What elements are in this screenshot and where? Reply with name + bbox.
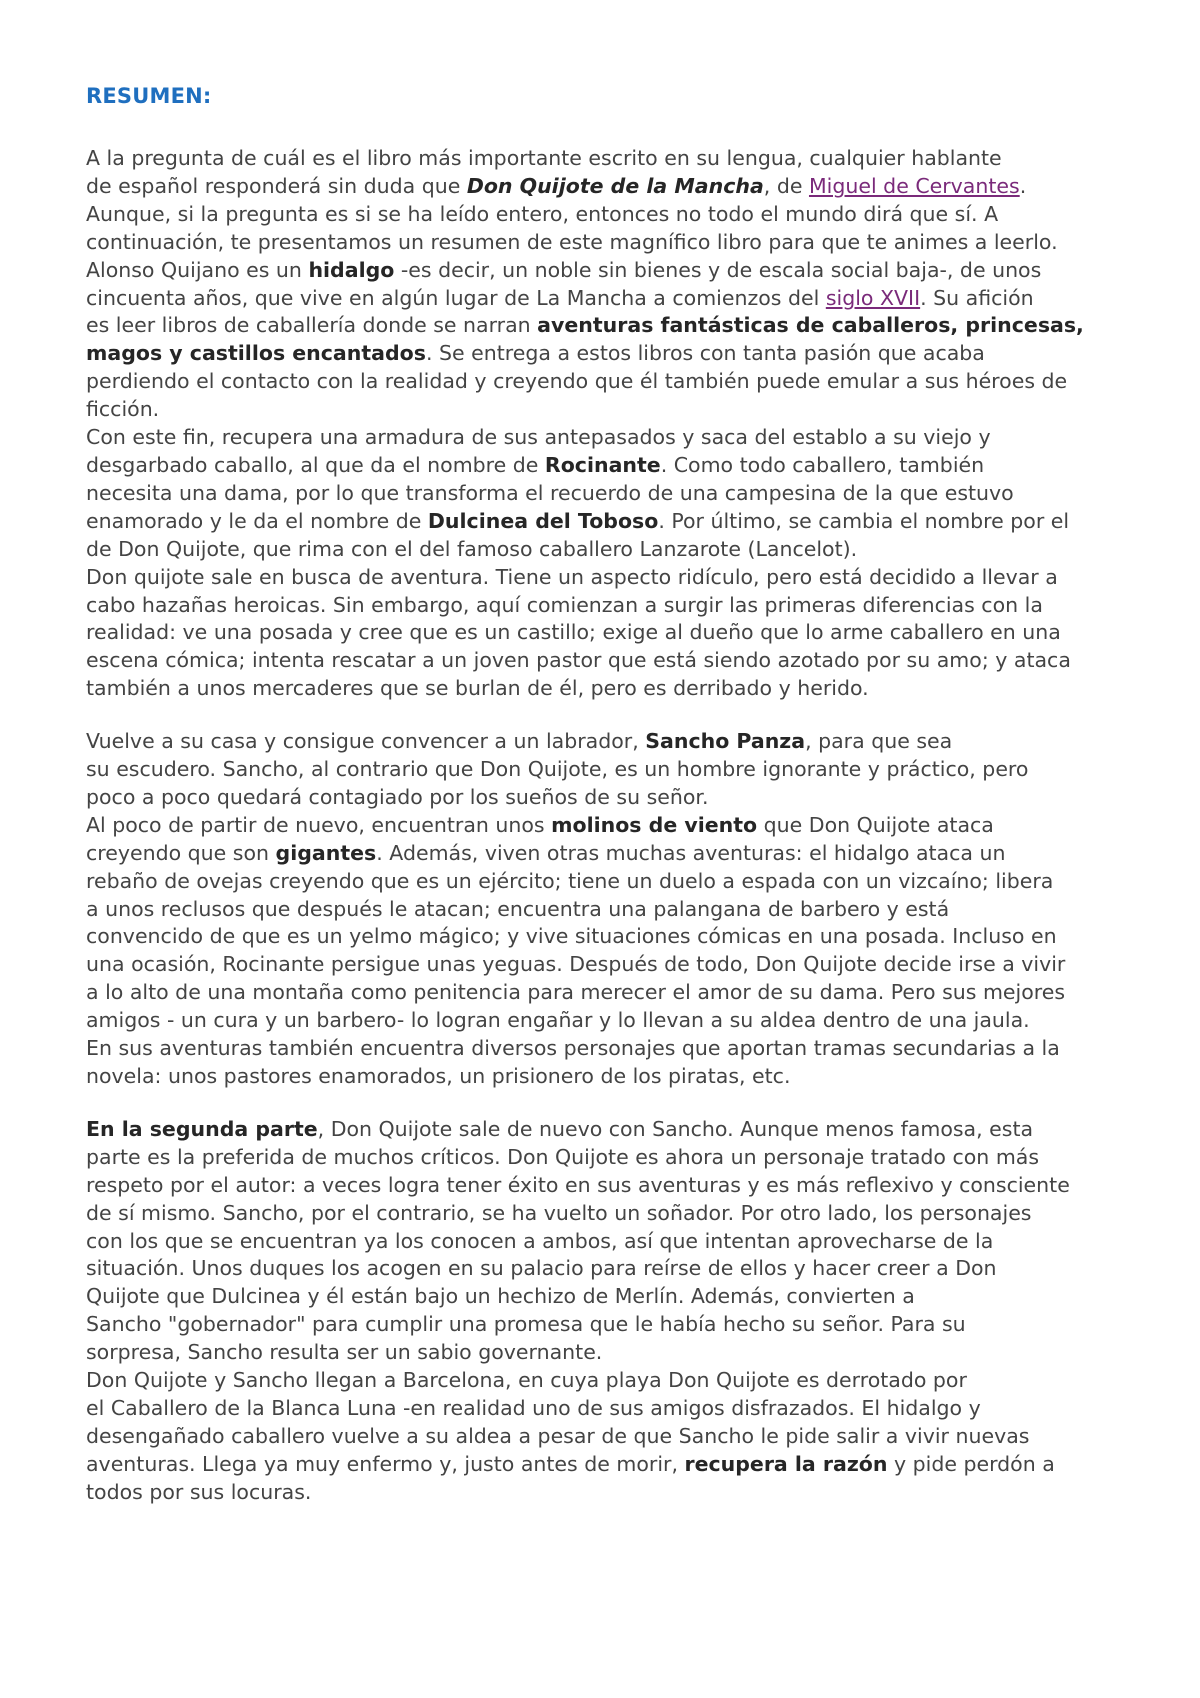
text-run: de sí mismo. Sancho, por el contrario, se ha vuelto un soñador. Por otro lado, los personajes (86, 1200, 1032, 1225)
text-line (86, 229, 1146, 257)
text-run: realidad: ve una posada y cree que es un castillo; exige al dueño que lo arme caballero en una (86, 620, 1061, 645)
text-line (86, 368, 1146, 396)
text-line (86, 312, 1146, 340)
text-line (86, 257, 1146, 285)
bold-text: Rocinante (544, 452, 661, 477)
text-line (86, 951, 1146, 979)
text-line (86, 647, 1146, 675)
text-run: perdiendo el contacto con la realidad y creyendo que él también puede emular a sus héroes de (86, 369, 1068, 394)
text-run: Con este fin, recupera una armadura de sus antepasados y saca del establo a su viejo y (86, 425, 991, 450)
paragraph-block (86, 145, 1146, 703)
text-line (86, 756, 1146, 784)
book-title-text (467, 174, 764, 198)
text-run: escena cómica; intenta rescatar a un joven pastor que está siendo azotado por su amo; y ataca (86, 648, 1071, 673)
text-line (86, 1228, 1146, 1256)
text-run: continuación, te presentamos un resumen de este magnífico libro para que te animes a leerlo. (86, 229, 1058, 254)
text-line (86, 1283, 1146, 1311)
page-title: RESUMEN: (86, 84, 212, 108)
bold-text: recupera la razón (684, 1451, 888, 1476)
text-line (86, 480, 1146, 508)
text-run: . (1019, 173, 1027, 198)
text-run: creyendo que son (86, 840, 276, 865)
text-run: Aunque, si la pregunta es si se ha leído entero, entonces no todo el mundo dirá que sí. A (86, 201, 999, 226)
text-run: Sancho "gobernador" para cumplir una promesa que le había hecho su señor. Para su (86, 1312, 966, 1337)
paragraph-block (86, 728, 1146, 1091)
text-run: parte es la preferida de muchos críticos. Don Quijote es ahora un personaje tratado con más (86, 1144, 1040, 1169)
text-line (86, 1035, 1146, 1063)
text-run: Vuelve a su casa y consigue convencer a un labrador, (86, 729, 646, 754)
inline-link[interactable]: siglo XVII (825, 285, 921, 310)
text-run: es leer libros de caballería donde se narran (86, 313, 538, 338)
text-line (86, 896, 1146, 924)
text-line (86, 564, 1146, 592)
text-run: A la pregunta de cuál es el libro más importante escrito en su lengua, cualquier hablante (86, 146, 1002, 170)
text-run: . Como todo caballero, también (660, 452, 985, 477)
text-line (86, 1063, 1146, 1091)
text-run: novela: unos pastores enamorados, un prisionero de los piratas, etc. (86, 1064, 791, 1088)
text-run: poco a poco quedará contagiado por los sueños de su señor. (86, 784, 709, 809)
text-run: a unos reclusos que después le atacan; encuentra una palangana de barbero y está (86, 896, 950, 921)
text-line (86, 812, 1146, 840)
text-line (86, 1172, 1146, 1200)
text-run: Al poco de partir de nuevo, encuentran unos (86, 812, 552, 837)
paragraph-block (86, 1116, 1146, 1507)
text-run: . Además, viven otras muchas aventuras: el hidalgo ataca un (376, 840, 1006, 865)
text-run: desengañado caballero vuelve a su aldea a pesar de que Sancho le pide salir a vivir nuevas (86, 1423, 1030, 1448)
text-line (86, 619, 1146, 647)
bold-text: gigantes (275, 840, 377, 865)
text-run: sorpresa, Sancho resulta ser un sabio governante. (86, 1340, 603, 1365)
text-line (86, 452, 1146, 480)
text-run: desgarbado caballo, al que da el nombre de (86, 452, 545, 477)
bold-text: Sancho Panza (645, 729, 806, 754)
text-run: , para que sea (805, 729, 953, 754)
bold-text: Dulcinea del Toboso (427, 508, 659, 533)
text-run: también a unos mercaderes que se burlan de él, pero es derribado y herido. (86, 676, 869, 701)
document-page (86, 84, 1146, 1532)
bold-text: magos y castillos encantados (86, 341, 426, 366)
text-line (86, 1367, 1146, 1395)
text-line (86, 340, 1146, 368)
text-run: . Su afición (920, 285, 1034, 310)
text-line (86, 868, 1146, 896)
text-line (86, 675, 1146, 703)
text-run: que Don Quijote ataca (757, 812, 994, 837)
text-run: En sus aventuras también encuentra diversos personajes que aportan tramas secundarias a la (86, 1036, 1060, 1061)
text-line (86, 1479, 1146, 1507)
italic-text: Don Quijote de la Mancha (466, 173, 764, 198)
text-line (86, 784, 1146, 812)
text-run: enamorado y le da el nombre de (86, 508, 428, 533)
text-run: situación. Unos duques los acogen en su palacio para reírse de ellos y hacer creer a Don (86, 1256, 997, 1281)
text-line (86, 1007, 1146, 1035)
text-line (86, 1395, 1146, 1423)
text-run: Alonso Quijano es un (86, 257, 309, 282)
text-line (86, 173, 1146, 201)
text-line (86, 1200, 1146, 1228)
bold-text: molinos de viento (551, 812, 758, 837)
text-run: aventuras. Llega ya muy enfermo y, justo antes de morir, (86, 1451, 685, 1476)
document-body (86, 145, 1146, 1507)
text-line (86, 536, 1146, 564)
text-run: necesita una dama, por lo que transforma el recuerdo de una campesina de la que estuvo (86, 480, 1014, 505)
text-run: todos por sus locuras. (86, 1479, 312, 1504)
text-line (86, 1451, 1146, 1479)
text-line (86, 1311, 1146, 1339)
text-run: cincuenta años, que vive en algún lugar de La Mancha a comienzos del (86, 285, 826, 310)
text-line (86, 728, 1146, 756)
text-run: el Caballero de la Blanca Luna -en realidad uno de sus amigos disfrazados. El hidalgo y (86, 1395, 981, 1420)
bold-text: hidalgo (308, 257, 395, 282)
text-run: convencido de que es un yelmo mágico; y vive situaciones cómicas en una posada. Incluso en (86, 924, 1057, 949)
text-line (86, 979, 1146, 1007)
text-run: Don quijote sale en busca de aventura. Tiene un aspecto ridículo, pero está decidido a llevar a (86, 564, 1058, 589)
text-run: una ocasión, Rocinante persigue unas yeguas. Después de todo, Don Quijote decide irse a vivir (86, 952, 1066, 977)
text-line (86, 145, 1146, 173)
text-run: Quijote que Dulcinea y él están bajo un hechizo de Merlín. Además, convierten a (86, 1284, 915, 1309)
text-run: respeto por el autor: a veces logra tener éxito en sus aventuras y es más reflexivo y consciente (86, 1172, 1070, 1197)
text-line (86, 508, 1146, 536)
text-run: de Don Quijote, que rima con el del famoso caballero Lanzarote (Lancelot). (86, 536, 858, 561)
text-line (86, 1423, 1146, 1451)
text-line (86, 1116, 1146, 1144)
text-run: ficción. (86, 397, 160, 422)
text-line (86, 592, 1146, 620)
text-run: y pide perdón a (887, 1451, 1055, 1476)
text-run: su escudero. Sancho, al contrario que Don Quijote, es un hombre ignorante y práctico, pero (86, 757, 1029, 782)
text-line (86, 201, 1146, 229)
text-run: rebaño de ovejas creyendo que es un ejército; tiene un duelo a espada con un vizcaíno; libera (86, 868, 1054, 893)
text-line (86, 396, 1146, 424)
text-line (86, 923, 1146, 951)
inline-link[interactable]: Miguel de Cervantes (808, 173, 1020, 198)
text-run: . Se entrega a estos libros con tanta pasión que acaba (425, 341, 985, 366)
text-line (86, 1144, 1146, 1172)
text-line (86, 840, 1146, 868)
text-run: -es decir, un noble sin bienes y de escala social baja-, de unos (394, 257, 1042, 282)
text-run: . Por último, se cambia el nombre por el (658, 508, 1070, 533)
text-line (86, 1339, 1146, 1367)
text-line (86, 1255, 1146, 1283)
text-run: , de (763, 173, 809, 198)
text-run: de español responderá sin duda que (86, 173, 467, 198)
text-run: con los que se encuentran ya los conocen a ambos, así que intentan aprovecharse de la (86, 1228, 994, 1253)
bold-text: En la segunda parte (86, 1116, 318, 1141)
text-line (86, 285, 1146, 313)
text-run: amigos - un cura y un barbero- lo logran engañar y lo llevan a su aldea dentro de una jaula. (86, 1008, 1030, 1033)
text-run: , Don Quijote sale de nuevo con Sancho. Aunque menos famosa, esta (317, 1116, 1034, 1141)
bold-text: aventuras fantásticas de caballeros, princesas, (537, 313, 1084, 338)
text-run: cabo hazañas heroicas. Sin embargo, aquí comienzan a surgir las primeras diferencias con la (86, 592, 1043, 617)
text-run: Don Quijote y Sancho llegan a Barcelona, en cuya playa Don Quijote es derrotado por (86, 1368, 967, 1393)
text-line (86, 424, 1146, 452)
text-run: a lo alto de una montaña como penitencia para merecer el amor de su dama. Pero sus mejores (86, 980, 1066, 1005)
